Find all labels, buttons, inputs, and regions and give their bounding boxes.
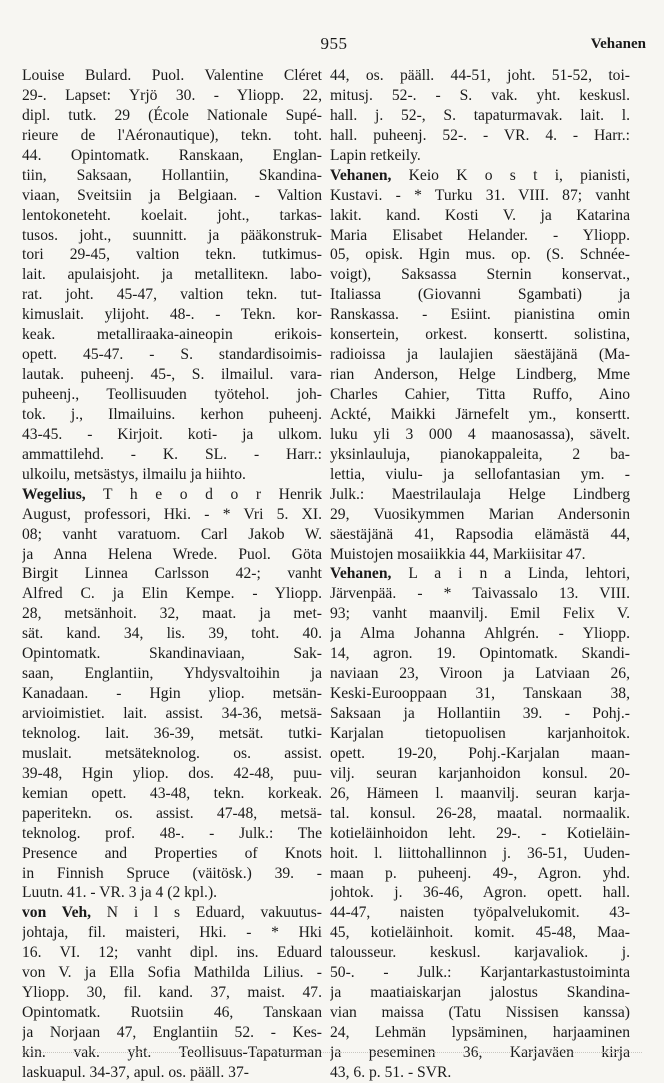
text-line: rat. joht. 45-47, valtion tekn. tut-	[22, 286, 322, 304]
entry-headword: von Veh,	[22, 904, 92, 922]
text-line: 14, agron. 19. Opintomatk. Skandi-	[330, 645, 630, 663]
text-line: lait. apulaisjoht. ja metalliteкn. labo-	[22, 266, 322, 284]
text-line: ja Norjaan 47, Englantiin 52. - Kes-	[22, 1024, 322, 1041]
text-line: rieure de l'Aéronautique), tekn. toht.	[22, 126, 322, 144]
text-line: saan, Englantiin, Yhdysvaltoihin ja	[22, 665, 322, 683]
text-line: 24, Lehmän lypsäminen, harjaaminen	[330, 1024, 630, 1041]
text-line: viaan, Sveitsiin ja Belgiaan. - Valtion	[22, 186, 322, 204]
text-line: radioissa ja laulajien säestäjänä (Ma-	[330, 346, 630, 364]
text-line: 45, kotieläinhoit. komit. 45-48, Maa-	[330, 924, 630, 942]
text-line: Alfred C. ja Elin Kempe. - Yliopp.	[22, 585, 322, 603]
text-line: kin. vak. yht. Teollisuus-Tapaturman	[22, 1043, 322, 1061]
text-line: luku yli 3 000 4 maanosassa), sävelt.	[330, 425, 630, 443]
text-line: Luutn. 41. - VR. 3 ja 4 (2 kpl.).	[22, 884, 218, 902]
text-line: voigt), Saksassa Sternin konservat.,	[330, 266, 630, 284]
text-line: dipl. tutk. 29 (École Nationale Supé-	[22, 106, 322, 124]
text-line: 39-48, Hgin yliop. dos. 42-48, puu-	[22, 764, 322, 782]
text-line: laskuapul. 34-37, apul. os. pääll. 37-	[22, 1063, 249, 1081]
text-line: von V. ja Ella Sofia Mathilda Lilius. -	[22, 964, 322, 982]
text-line: yksinlauluja, pianokappaleita, 2 ba-	[330, 445, 630, 463]
text-line: opett. 19-20, Pohj.-Karjalan maan-	[330, 744, 630, 762]
text-line: keak. metalliraaka-aineopin erikois-	[22, 326, 322, 344]
text-line: Lapin retkeily.	[330, 146, 421, 164]
text-line: tusos. joht., suunnitt. ja pääkonstruk-	[22, 226, 322, 244]
text-line: Opintomatk. Ruotsiin 46, Tanskaan	[22, 1004, 322, 1022]
text-line: hall. puheenj. 52-. - VR. 4. - Harr.:	[330, 126, 630, 144]
text-line: Louise Bulard. Puol. Valentine Cléret	[22, 67, 322, 84]
text-line: naviaan 23, Viroon ja Latviaan 26,	[330, 665, 630, 683]
text-line: lettia, viulu- ja sellofantasian ym. -	[330, 465, 630, 483]
entry-first-line-text: L a i n a Linda, lehtori,	[391, 565, 630, 583]
text-line: 29-. Lapset: Yrjö 30. - Yliopp. 22,	[22, 86, 322, 104]
entry-first-line-text: Keio K o s t i, pianisti,	[391, 166, 630, 184]
biography-entry	[22, 903, 322, 1082]
text-line: ammattilehd. - K. SL. - Harr.:	[22, 445, 322, 463]
right-column	[330, 66, 630, 1083]
text-line: Birgit Linnea Carlsson 42-; vanht	[22, 565, 322, 583]
text-line: 43-45. - Kirjoit. koti- ja ulkom.	[22, 425, 322, 443]
text-line: ja maatiaiskarjan jalostus Skandina-	[330, 984, 630, 1002]
text-line: Charles Cahier, Titta Ruffo, Aino	[330, 386, 630, 403]
text-line: Järvenpää. - * Taivassalo 13. VIII.	[330, 585, 630, 603]
text-line: 50-. - Julk.: Karjantarkastustoiminta	[330, 964, 630, 982]
biography-entry	[22, 66, 322, 485]
footer-rule	[22, 1052, 642, 1054]
text-line: teknolog. prof. 48-. - Julk.: The	[22, 824, 322, 842]
text-line: vilj. seuran karjanhoidon konsul. 20-	[330, 764, 630, 782]
biography-entry	[330, 564, 630, 1082]
biography-entry	[22, 485, 322, 904]
text-line: lautak. puheenj. 45-, S. ilmailul. vara-	[22, 366, 322, 384]
text-line: teknolog. lait. 36-39, metsät. tutki-	[22, 724, 322, 742]
text-line: opett. 45-47. - S. standardisoimis-	[22, 346, 322, 364]
biography-entry	[330, 166, 630, 565]
text-line: johtaja, fil. maisteri, Hki. - * Hki	[22, 924, 322, 942]
text-line: 44-47, naisten työpalvelukomit. 43-	[330, 904, 630, 922]
text-line: Opintomatk. Skandinaviaan, Sak-	[22, 645, 322, 663]
text-line: tok. j., Ilmailuins. kerhon puheenj.	[22, 405, 322, 423]
text-line: Julk.: Maestrilaulaja Helge Lindberg	[330, 485, 630, 503]
text-line: puheenj., Teollisuuden työtehol. joh-	[22, 386, 322, 403]
entry-first-line	[330, 564, 630, 584]
text-line: muslait. metsäteknolog. os. assist.	[22, 744, 322, 762]
text-line: Muistojen mosaiikkia 44, Markiisitar 47.	[330, 545, 586, 563]
entry-headword: Vehanen,	[330, 166, 392, 184]
text-line: vian maissa (Tatu Nissisen kanssa)	[330, 1004, 630, 1022]
text-line: Keski-Eurooppaan 31, Tanskaan 38,	[330, 685, 630, 703]
text-line: maan p. puheenj. 49-, Agron. yhd.	[330, 864, 630, 882]
text-line: 29, Vuosikymmen Marian Andersonin	[330, 505, 630, 523]
entry-headword: Wegelius,	[22, 485, 86, 503]
text-line: tiin, Saksaan, Hollantiin, Skandina-	[22, 166, 322, 184]
biography-entry	[330, 66, 630, 166]
text-line: kemian opett. 43-48, tekn. korkeak.	[22, 784, 322, 802]
text-line: säestäjänä 41, Rapsodia elämästä 44,	[330, 525, 630, 543]
text-line: 93; vanht maanvilj. Emil Felix V.	[330, 605, 630, 623]
text-line: 43, 6. p. 51. - SVR.	[330, 1063, 452, 1081]
text-line: 28, metsänhoit. 32, maat. ja met-	[22, 605, 322, 623]
text-line: 44. Opintomatk. Ranskaan, Englan-	[22, 146, 322, 164]
text-line: hoit. l. liittohallinnon j. 36-51, Uuden-	[330, 844, 630, 862]
text-line: 08; vanht varatuom. Carl Jakob W.	[22, 525, 322, 543]
text-line: ja peseminen 36, Karjaväen kirja	[330, 1043, 630, 1061]
entry-first-line-text: N i l s Eduard, vakuutus-	[91, 904, 322, 922]
text-line: konsertein, orkest. konsertt. solistina,	[330, 326, 630, 344]
entry-first-line	[22, 903, 322, 923]
text-line: 26, Hämeen l. maanvilj. seuran karja-	[330, 784, 630, 802]
entry-first-line	[22, 485, 322, 505]
text-line: lentokoneteht. koelait. joht., tarkas-	[22, 206, 322, 224]
text-line: mitusj. 52-. - S. vak. yht. keskusl.	[330, 86, 630, 104]
text-line: 44, os. pääll. 44-51, joht. 51-52, toi-	[330, 67, 630, 84]
text-line: ja Anna Helena Wrede. Puol. Göta	[22, 545, 322, 563]
text-line: sät. kand. 34, lis. 39, toht. 40.	[22, 625, 322, 643]
entry-headword: Vehanen,	[330, 565, 392, 583]
text-line: kotieläinhoidon leht. 29-. - Kotieläin-	[330, 824, 630, 842]
text-line: Yliopp. 30, fil. kand. 37, maist. 47.	[22, 984, 322, 1002]
text-line: ja Alma Johanna Ahlgrén. - Yliopp.	[330, 625, 630, 643]
text-line: talousseur. keskusl. karjavaliok. j.	[330, 944, 630, 962]
text-line: Ackté, Maikki Järnefelt ym., konsertt.	[330, 405, 630, 423]
text-line: hall. j. 52-, S. tapaturmavak. lait. l.	[330, 106, 630, 124]
left-column	[22, 66, 322, 1083]
text-line: Karjalan tietopuolisen karjanhoitok.	[330, 724, 630, 742]
text-line: Saksaan ja Hollantiin 39. - Pohj.-	[330, 705, 630, 722]
text-line: 05, opisk. Hgin mus. op. (S. Schnée-	[330, 246, 630, 264]
text-line: Kanadaan. - Hgin yliop. metsän-	[22, 685, 322, 703]
text-line: Ranskassa. - Esiint. pianistina omin	[330, 306, 630, 324]
text-line: arvioimistiet. lait. assist. 34-36, metsä-	[22, 705, 322, 722]
text-line: August, professori, Hki. - * Vri 5. XI.	[22, 505, 322, 523]
text-line: Kustavi. - * Turku 31. VIII. 87; vanht	[330, 186, 630, 204]
text-line: Italiassa (Giovanni Sgambati) ja	[330, 286, 630, 304]
text-line: johtok. j. 36-46, Agron. opett. hall.	[330, 884, 630, 902]
text-line: Maria Elisabet Helander. - Yliopp.	[330, 226, 630, 244]
text-line: tori 29-45, valtion tekn. tutkimus-	[22, 246, 322, 264]
entry-first-line-text: T h e o d o r Henrik	[85, 485, 322, 503]
text-line: paperitekn. os. assist. 47-48, metsä-	[22, 804, 322, 822]
text-line: rian Anderson, Helge Lindberg, Mme	[330, 366, 630, 384]
text-line: 16. VI. 12; vanht dipl. ins. Eduard	[22, 944, 322, 962]
text-line: Presence and Properties of Knots	[22, 844, 322, 862]
running-head: Vehanen	[590, 36, 646, 52]
entry-first-line	[330, 166, 630, 186]
text-line: in Finnish Spruce (väitösk.) 39. -	[22, 864, 322, 882]
text-line: kimuslait. ylijoht. 48-. - Tekn. kor-	[22, 306, 322, 324]
page-header	[22, 34, 646, 56]
page-number: 955	[320, 34, 348, 53]
text-line: lakit. kand. Kosti V. ja Katarina	[330, 206, 630, 224]
text-line: ulkoilu, metsästys, ilmailu ja hiihto.	[22, 465, 246, 483]
text-line: tal. konsul. 26-28, maatal. normaalik.	[330, 804, 630, 822]
